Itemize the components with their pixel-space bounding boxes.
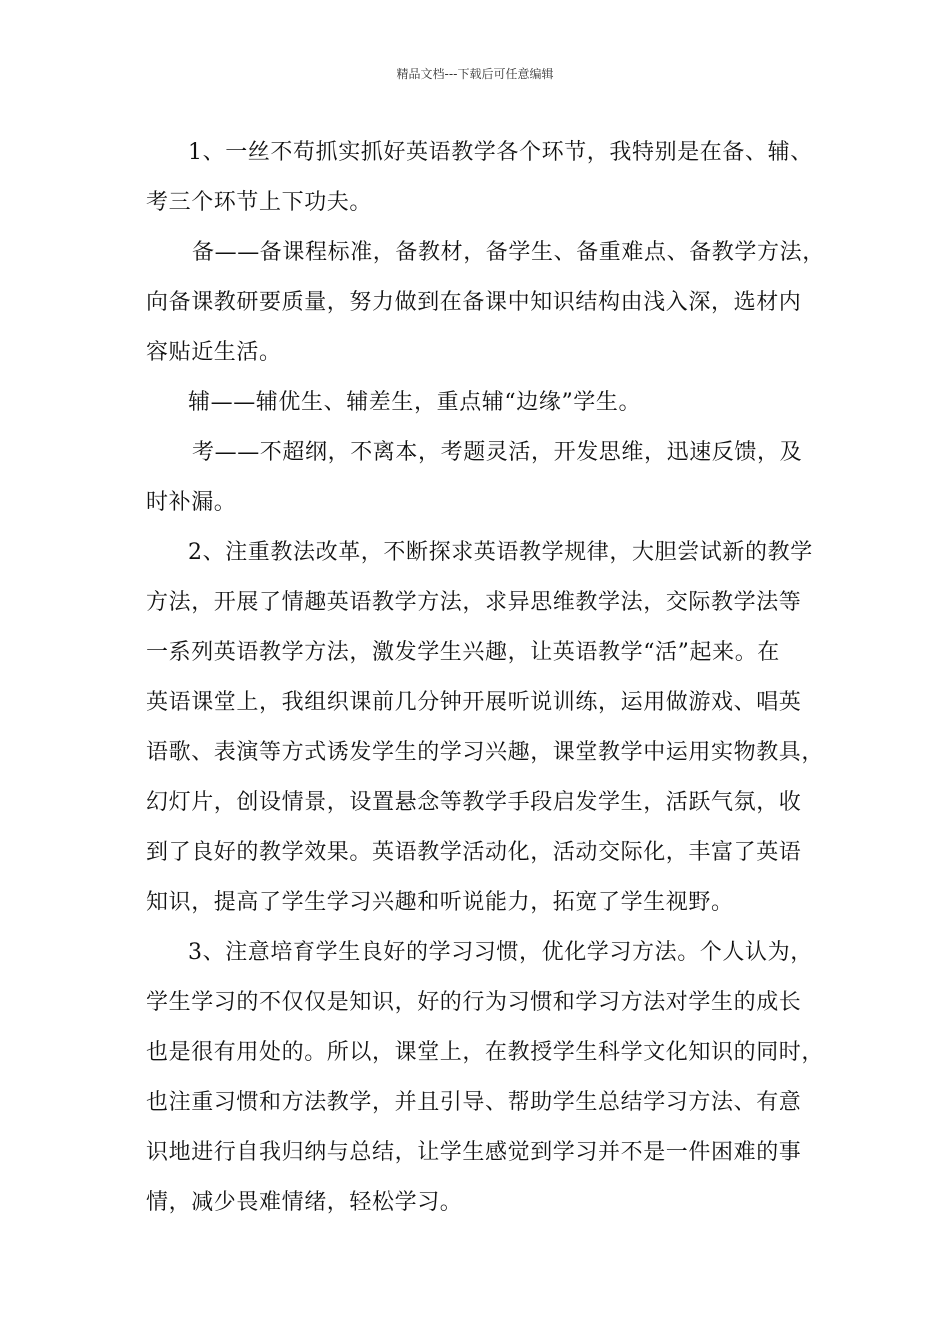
text-line: 情，减少畏难情绪，轻松学习。 [146, 1190, 463, 1215]
text-line: 考三个环节上下功夫。 [146, 190, 373, 215]
text-line: 到了良好的教学效果。英语教学活动化，活动交际化，丰富了英语 [146, 840, 802, 865]
text-line: 幻灯片，创设情景，设置悬念等教学手段启发学生，活跃气氛，收 [146, 790, 802, 815]
text-line: 辅——辅优生、辅差生，重点辅“边缘”学生。 [188, 390, 642, 415]
text-line: 学生学习的不仅仅是知识，好的行为习惯和学习方法对学生的成长 [146, 990, 802, 1015]
text-line: 知识，提高了学生学习兴趣和听说能力，拓宽了学生视野。 [146, 890, 734, 915]
text-line: 2、注重教法改革，不断探求英语教学规律，大胆尝试新的教学 [188, 540, 813, 565]
text-line: 时补漏。 [146, 490, 237, 515]
text-line: 识地进行自我归纳与总结，让学生感觉到学习并不是一件困难的事 [146, 1140, 802, 1165]
text-line: 备——备课程标准，备教材，备学生、备重难点、备教学方法， [192, 240, 825, 265]
text-line: 1、一丝不苟抓实抓好英语教学各个环节，我特别是在备、辅、 [188, 140, 813, 165]
document-body [146, 128, 825, 1228]
text-line: 考——不超纲，不离本，考题灵活，开发思维，迅速反馈，及 [192, 440, 803, 465]
text-line: 向备课教研要质量，努力做到在备课中知识结构由浅入深，选材内 [146, 290, 802, 315]
text-line: 英语课堂上，我组织课前几分钟开展听说训练，运用做游戏、唱英 [146, 690, 802, 715]
text-line: 方法，开展了情趣英语教学方法，求异思维教学法，交际教学法等 [146, 590, 802, 615]
text-line: 语歌、表演等方式诱发学生的学习兴趣，课堂教学中运用实物教具， [146, 740, 825, 765]
text-line: 3、注意培育学生良好的学习习惯，优化学习方法。个人认为， [188, 940, 813, 965]
page-header: 精品文档---下载后可任意编辑 [396, 67, 554, 81]
text-line: 也是很有用处的。所以，课堂上，在教授学生科学文化知识的同时， [146, 1040, 825, 1065]
text-line: 容贴近生活。 [146, 340, 282, 365]
text-line: 也注重习惯和方法教学，并且引导、帮助学生总结学习方法、有意 [146, 1090, 802, 1115]
text-line: 一系列英语教学方法，激发学生兴趣，让英语教学“活”起来。在 [146, 640, 780, 665]
